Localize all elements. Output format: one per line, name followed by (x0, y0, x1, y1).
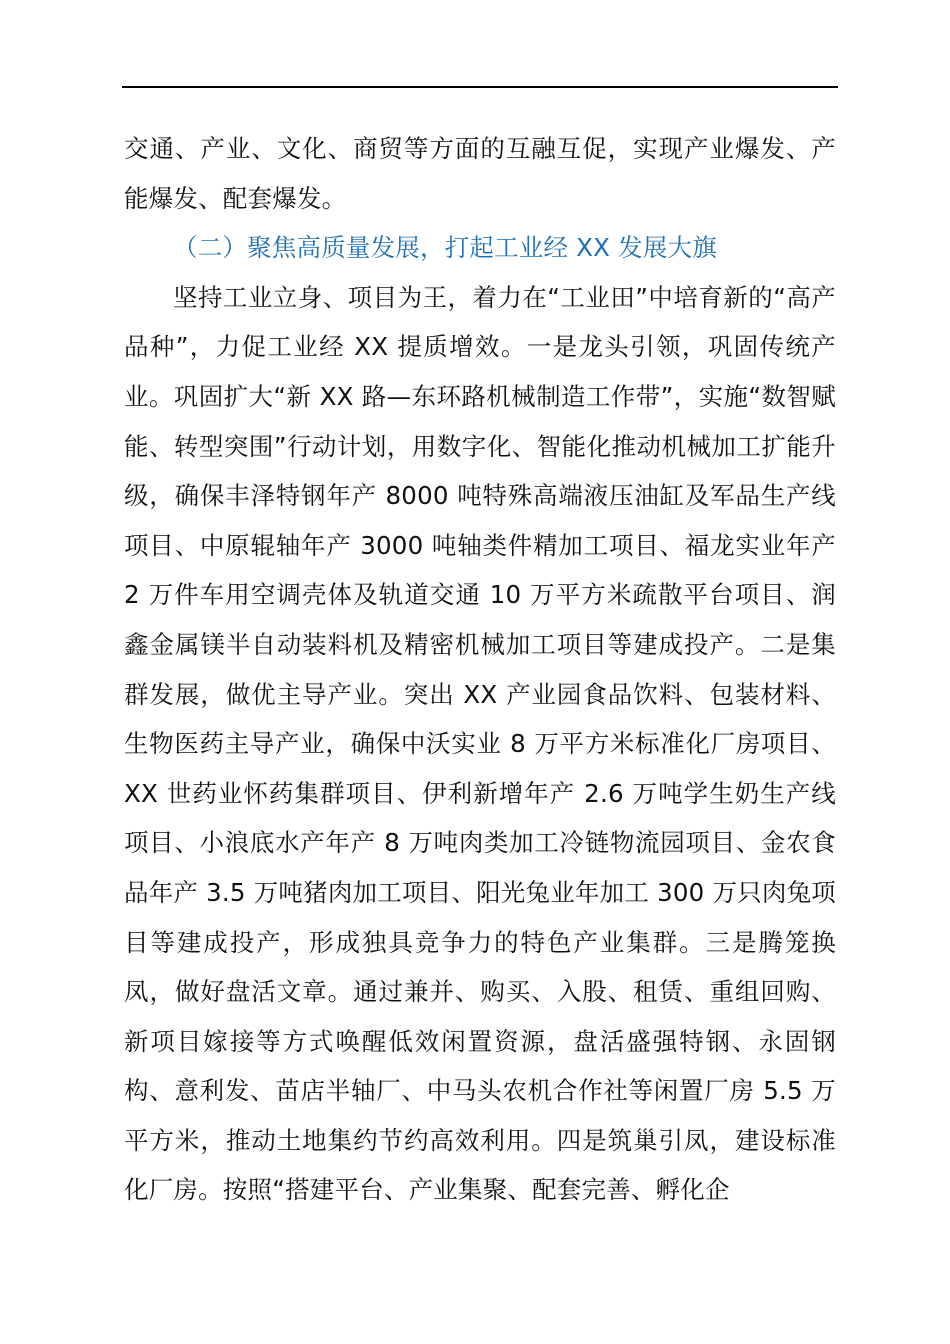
paragraph-body: 坚持工业立身、项目为王，着力在“工业田”中培育新的“高产品种”，力促工业经 XX 提质增效。一是龙头引领，巩固传统产业。巩固扩大“新 XX 路—东环路机械制造工作带”，实施“数智赋能、转型突围”行动计划，用数字化、智能化推动机械加工扩能升级，确保丰泽特钢年产 8000 吨特殊高端液压油缸及军品生产线项目、中原辊轴年产 3000 吨轴类件精加工项目、福龙实业年产 2 万件车用空调壳体及轨道交通 10 万平方米疏散平台项目、润鑫金属镁半自动装料机及精密机械加工项目等建成投产。二是集群发展，做优主导产业。突出 XX 产业园食品饮料、包装材料、生物医药主导产业，确保中沃实业 8 万平方米标准化厂房项目、XX 世药业怀药集群项目、伊利新增年产 2.6 万吨学生奶生产线项目、小浪底水产年产 8 万吨肉类加工冷链物流园项目、金农食品年产 3.5 万吨猪肉加工项目、阳光兔业年加工 300 万只肉兔项目等建成投产，形成独具竞争力的特色产业集群。三是腾笼换凤，做好盘活文章。通过兼并、购买、入股、租赁、重组回购、新项目嫁接等方式唤醒低效闲置资源，盘活盛强特钢、永固钢构、意利发、苗店半轴厂、中马头农机合作社等闲置厂房 5.5 万平方米，推动土地集约节约高效利用。四是筑巢引凤，建设标准化厂房。按照“搭建平台、产业集聚、配套完善、孵化企 (124, 282, 836, 1205)
section-heading: （二）聚焦高质量发展，打起工业经 XX 发展大旗 (173, 233, 717, 263)
header-rule (122, 86, 838, 88)
paragraph-continuation: 交通、产业、文化、商贸等方面的互融互促，实现产业爆发、产能爆发、配套爆发。 (124, 134, 836, 213)
document-body (124, 124, 836, 1215)
